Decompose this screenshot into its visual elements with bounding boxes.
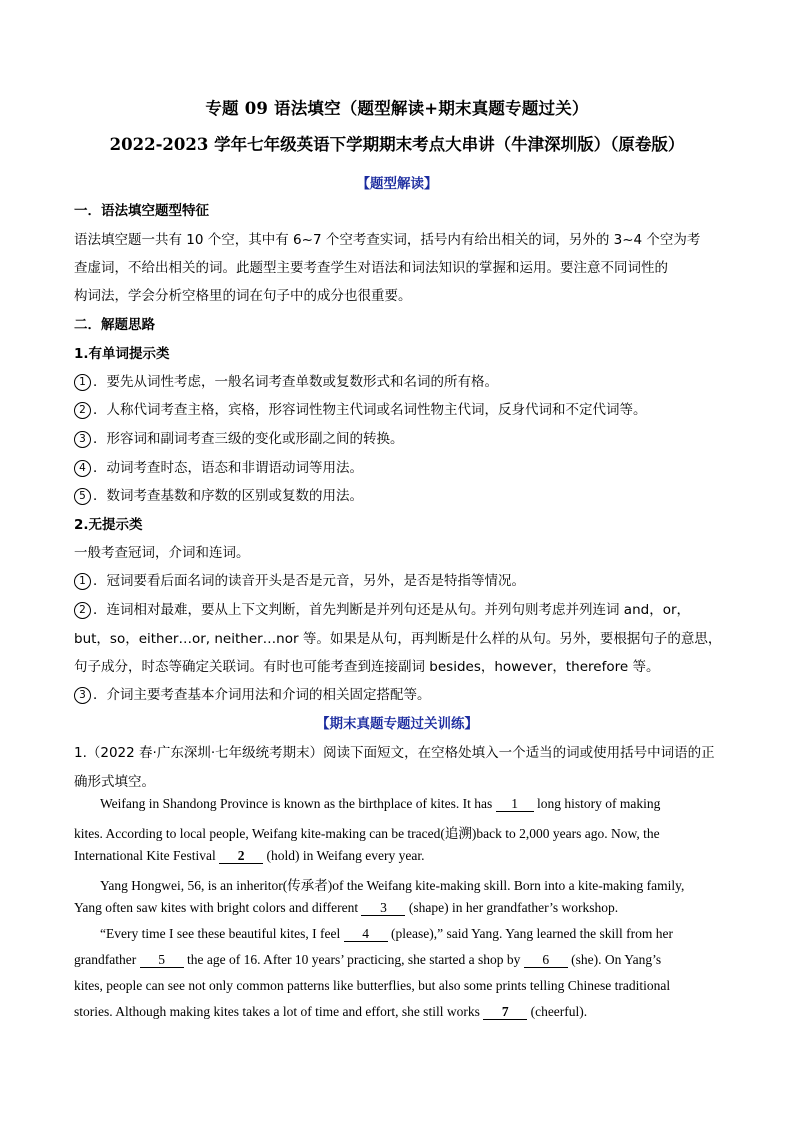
circled-number-icon: 1 xyxy=(74,374,91,391)
sub2-item-line: 句子成分，时态等确定关联词。有时也可能考查到连接副词 besides，however，therefore 等。 xyxy=(74,659,660,675)
sub2-item: 3 ．介词主要考查基本介词用法和介词的相关固定搭配等。 xyxy=(74,683,431,704)
blank-2[interactable]: 2 xyxy=(219,849,263,864)
circled-number-icon: 1 xyxy=(74,573,91,590)
blank-7[interactable]: 7 xyxy=(483,1005,527,1020)
passage-line: Weifang in Shandong Province is known as the birthplace of kites. It has 1 long history of making xyxy=(100,796,661,811)
sub2-heading: 2.无提示类 xyxy=(74,517,143,533)
question-stem: 1.（2022 春·广东深圳·七年级统考期末）阅读下面短文，在空格处填入一个适当的词或使用括号中词语的正 xyxy=(74,745,715,761)
document-title: 专题 09 语法填空（题型解读+期末真题专题过关） xyxy=(205,99,589,118)
section-header-question-type: 【题型解读】 xyxy=(356,176,438,192)
blank-6[interactable]: 6 xyxy=(524,953,568,968)
sub2-item-line: but，so，either…or, neither…nor 等。如果是从句，再判断是什么样的从句。另外，要根据句子的意思， xyxy=(74,631,722,647)
part1-line: 查虚词，不给出相关的词。此题型主要考查学生对语法和词法知识的掌握和运用。要注意不同词性的 xyxy=(74,260,668,276)
sub1-item: 3 ．形容词和副词考查三级的变化或形副之间的转换。 xyxy=(74,427,404,448)
sub1-item: 1 ．要先从词性考虑，一般名词考查单数或复数形式和名词的所有格。 xyxy=(74,370,498,391)
blank-3[interactable]: 3 xyxy=(361,901,405,916)
passage-line: kites. According to local people, Weifang kite-making can be traced(追溯)back to 2,000 years ago. Now, the xyxy=(74,826,660,841)
question-stem: 确形式填空。 xyxy=(74,774,155,790)
sub1-item: 5 ．数词考查基数和序数的区别或复数的用法。 xyxy=(74,484,363,505)
part1-line: 构词法，学会分析空格里的词在句子中的成分也很重要。 xyxy=(74,288,412,304)
part1-line: 语法填空题一共有 10 个空，其中有 6~7 个空考查实词，括号内有给出相关的词，另外的 3~4 个空为考 xyxy=(74,232,701,248)
blank-5[interactable]: 5 xyxy=(140,953,184,968)
sub2-item: 1 ．冠词要看后面名词的读音开头是否是元音，另外，是否是特指等情况。 xyxy=(74,569,525,590)
sub2-intro: 一般考查冠词，介词和连词。 xyxy=(74,545,250,561)
sub1-item: 2 ．人称代词考查主格，宾格，形容词性物主代词或名词性物主代词，反身代词和不定代词等。 xyxy=(74,398,647,419)
passage-line: “Every time I see these beautiful kites, I feel 4 (please),” said Yang. Yang learned the skill from her xyxy=(100,926,673,941)
circled-number-icon: 4 xyxy=(74,460,91,477)
part1-heading: 一．语法填空题型特征 xyxy=(74,203,209,219)
circled-number-icon: 2 xyxy=(74,602,91,619)
sub2-item: 2 ．连词相对最难，要从上下文判断，首先判断是并列句还是从句。并列句则考虑并列连词 and，or， xyxy=(74,598,690,619)
passage-line: Yang Hongwei, 56, is an inheritor(传承者)of the Weifang kite-making skill. Born into a kite-making family, xyxy=(100,878,685,893)
circled-number-icon: 3 xyxy=(74,431,91,448)
passage-line: kites, people can see not only common patterns like butterflies, but also some prints telling Chinese traditional xyxy=(74,978,671,993)
document-subtitle: 2022-2023 学年七年级英语下学期期末考点大串讲（牛津深圳版）（原卷版） xyxy=(109,135,685,154)
section-header-practice: 【期末真题专题过关训练】 xyxy=(316,716,478,732)
blank-1[interactable]: 1 xyxy=(496,797,534,812)
passage-line: grandfather 5 the age of 16. After 10 years’ practicing, she started a shop by 6 (she). On Yang’s xyxy=(74,952,662,967)
sub1-heading: 1.有单词提示类 xyxy=(74,346,170,362)
circled-number-icon: 5 xyxy=(74,488,91,505)
part2-heading: 二．解题思路 xyxy=(74,317,155,333)
passage-line: Yang often saw kites with bright colors and different 3 (shape) in her grandfather’s workshop. xyxy=(74,900,619,915)
sub1-item: 4 ．动词考查时态，语态和非谓语动词等用法。 xyxy=(74,456,363,477)
circled-number-icon: 3 xyxy=(74,687,91,704)
passage-line: stories. Although making kites takes a lot of time and effort, she still works 7 (cheerful). xyxy=(74,1004,588,1019)
passage-line: International Kite Festival 2 (hold) in Weifang every year. xyxy=(74,848,425,863)
circled-number-icon: 2 xyxy=(74,402,91,419)
blank-4[interactable]: 4 xyxy=(344,927,388,942)
